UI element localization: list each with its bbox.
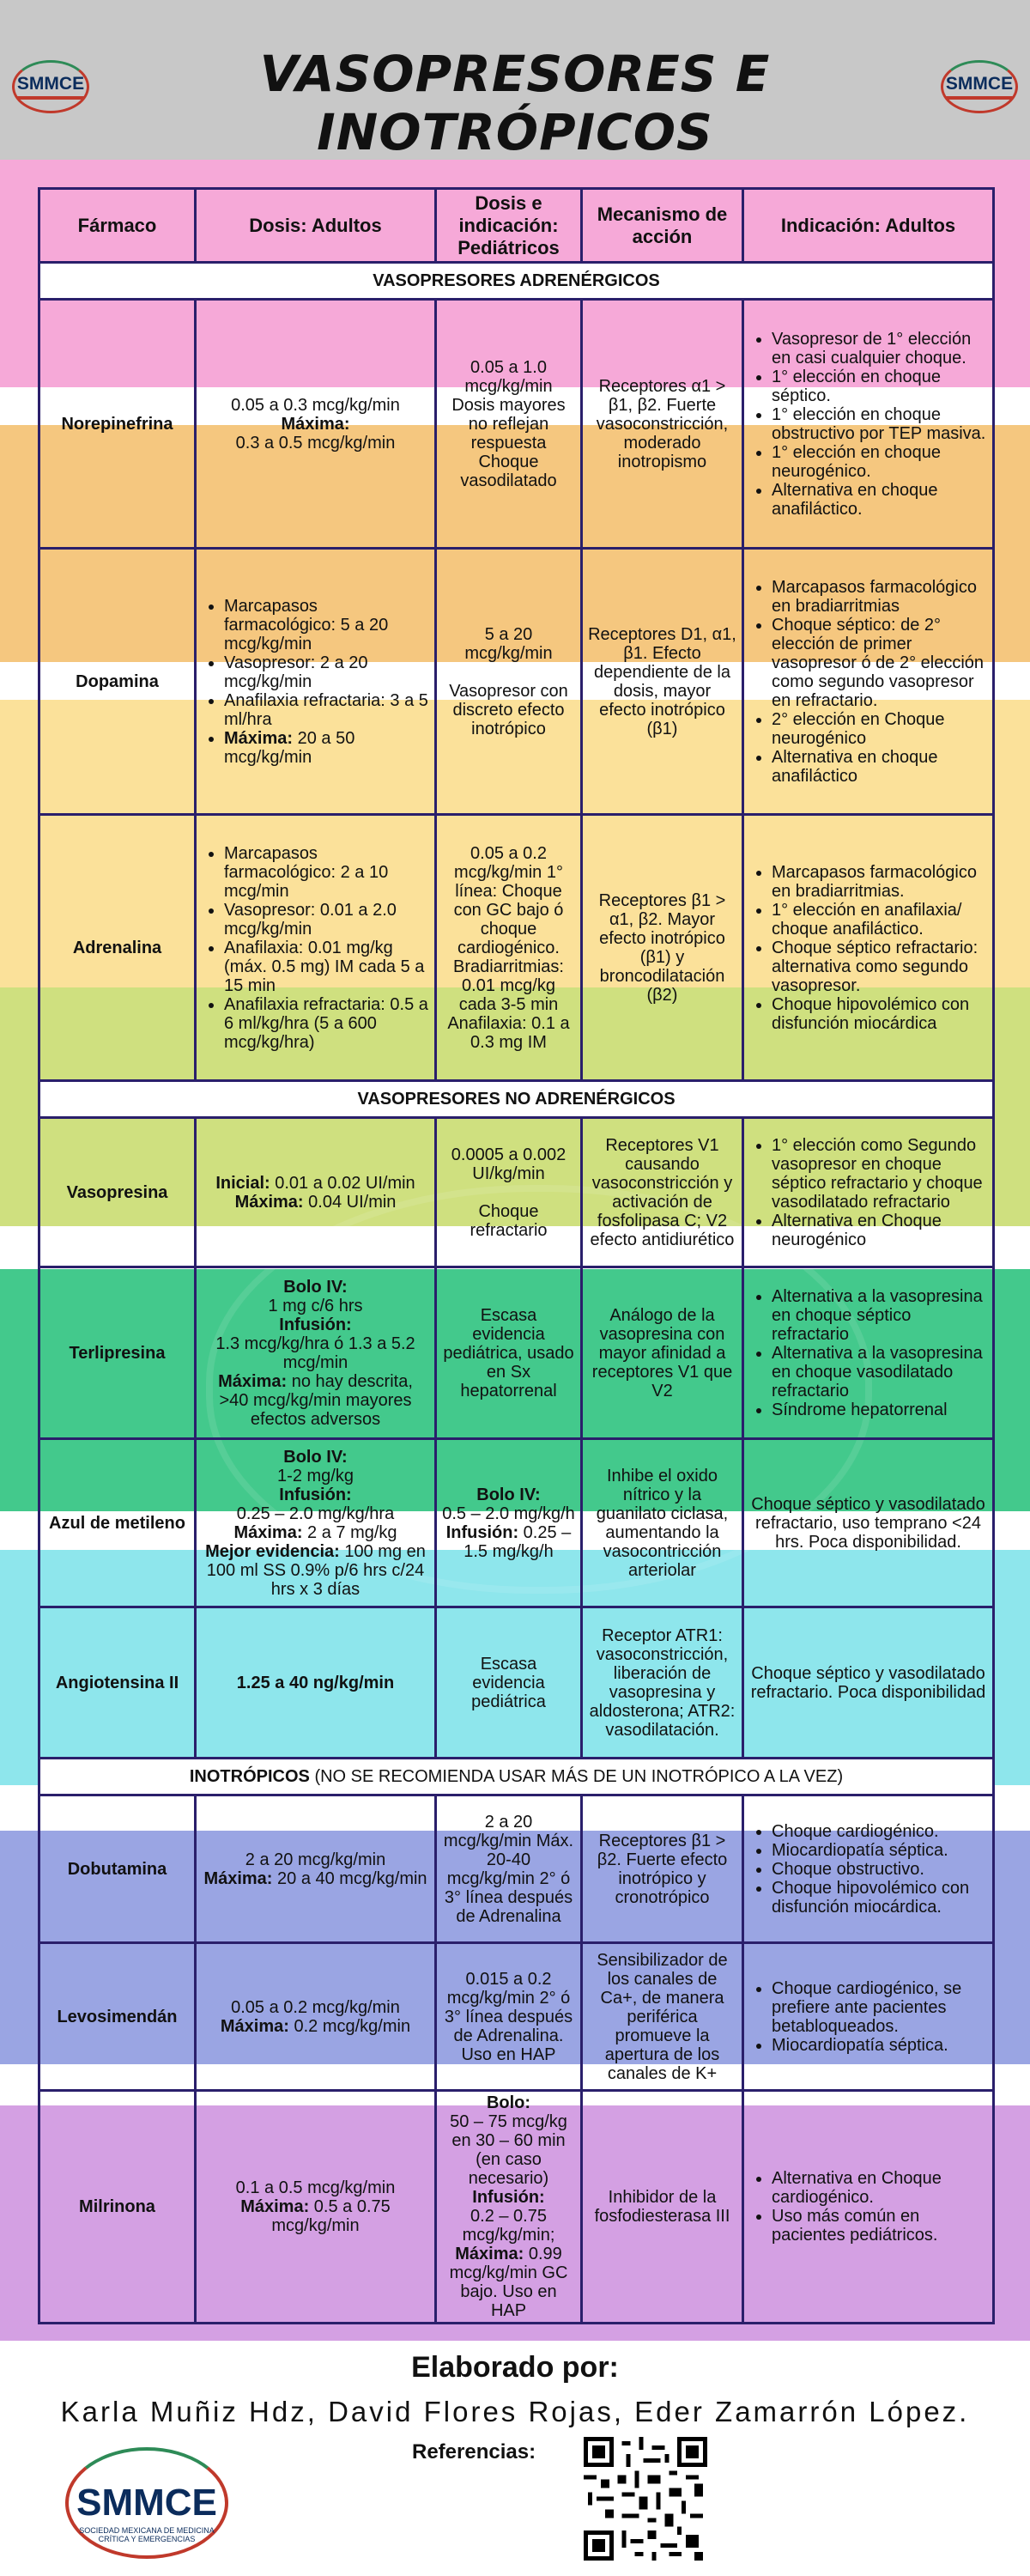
ped-dose: Bolo: 50 – 75 mcg/kg en 30 – 60 min (en caso necesario) Infusión: 0.2 – 0.75 mcg/kg/min; Máxima: 0.99 mcg/kg/min GC bajo. Uso en HAP [436,2091,582,2324]
list-item: • Alternativa en choque anafiláctico. [772,481,987,519]
mechanism: Inhibe el oxido nítrico y la guanilato ciclasa, aumentando la vasocontricción arteriolar [582,1439,743,1607]
list-item: • Choque hipovolémico con disfunción miocárdica. [772,1879,987,1917]
ped-dose: 0.0005 a 0.002 UI/kg/min Choque refractario [436,1118,582,1267]
ped-dose: 0.05 a 1.0 mcg/kg/min Dosis mayores no reflejan respuesta Choque vasodilatado [436,300,582,549]
table-row [39,1607,994,1759]
section-adrenergic: VASOPRESORES ADRENÉRGICOS [39,263,994,300]
ped-dose: 2 a 20 mcg/kg/min Máx. 20-40 mcg/kg/min 2° ó 3° línea después de Adrenalina [436,1795,582,1943]
table-row [39,1795,994,1943]
mechanism: Receptores β1 > β2. Fuerte efecto inotrópico y cronotrópico [582,1795,743,1943]
ped-dose: Bolo IV: 0.5 – 2.0 mg/kg/h Infusión: 0.25 – 1.5 mg/kg/h [436,1439,582,1607]
ped-dose: Escasa evidencia pediátrica, usado en Sx hepatorrenal [436,1267,582,1439]
mechanism: Receptores D1, α1, β1. Efecto dependiente de la dosis, mayor efecto inotrópico (β1) [582,549,743,815]
list-item: • Miocardiopatía séptica. [772,2036,987,2055]
indication: Choque séptico y vasodilatado refractario. Poca disponibilidad [743,1607,994,1759]
table-row [39,1267,994,1439]
indication [743,300,994,549]
list-item: • Vasopresor de 1° elección en casi cualquier choque. [772,330,987,368]
col-header-adult-dose: Dosis: Adultos [196,189,436,263]
smmce-logo: SMMCE [941,60,1018,113]
ped-dose: 0.015 a 0.2 mcg/kg/min 2° ó 3° línea después de Adrenalina. Uso en HAP [436,1943,582,2091]
authors: Karla Muñiz Hdz, David Flores Rojas, Eder Zamarrón López. [60,2396,970,2427]
section-row [39,1759,994,1795]
list-item: • 1° elección en choque obstructivo por TEP masiva. [772,405,987,443]
drug-name: Azul de metileno [39,1439,196,1607]
list-item: • 1° elección en choque séptico. [772,368,987,405]
list-item: • Choque hipovolémico con disfunción miocárdica [772,995,987,1033]
table-row [39,1118,994,1267]
adult-dose: 0.1 a 0.5 mcg/kg/min Máxima: 0.5 a 0.75 mcg/kg/min [196,2091,436,2324]
drug-name: Terlipresina [39,1267,196,1439]
table-row [39,549,994,815]
ped-dose: 0.05 a 0.2 mcg/kg/min 1° línea: Choque con GC bajo ó choque cardiogénico. Bradiarritmias: 0.01 mcg/kg cada 3-5 min Anafilaxia: 0.1 a 0.3 mg IM [436,815,582,1081]
list-item: • Anafilaxia refractaria: 0.5 a 6 ml/kg/hra (5 a 600 mcg/kg/hra) [224,995,429,1052]
referencias-label: Referencias: [412,2440,536,2464]
list-item: • Choque cardiogénico, se prefiere ante pacientes betabloqueados. [772,1979,987,2036]
drug-name: Angiotensina II [39,1607,196,1759]
list-item: • 1° elección en choque neurogénico. [772,443,987,481]
indication: Choque séptico y vasodilatado refractario, uso temprano <24 hrs. Poca disponibilidad. [743,1439,994,1607]
adult-dose: 1.25 a 40 ng/kg/min [196,1607,436,1759]
list-item: • Síndrome hepatorrenal [772,1400,987,1419]
mechanism: Inhibidor de la fosfodiesterasa III [582,2091,743,2324]
list-item: • Marcapasos farmacológico: 2 a 10 mcg/min [224,844,429,901]
table-row [39,300,994,549]
list-item: • Alternativa en Choque neurogénico [772,1212,987,1249]
mechanism: Análogo de la vasopresina con mayor afinidad a receptores V1 que V2 [582,1267,743,1439]
list-item: • Marcapasos farmacológico en bradiarritmias. [772,863,987,901]
indication [743,815,994,1081]
page-title: VASOPRESORES E INOTRÓPICOS [259,45,771,161]
qr-code-icon[interactable] [584,2437,707,2561]
indication [743,1118,994,1267]
adult-dose [196,549,436,815]
adult-dose: Inicial: 0.01 a 0.02 UI/min Máxima: 0.04 UI/min [196,1118,436,1267]
list-item: • Alternativa a la vasopresina en choque séptico refractario [772,1287,987,1344]
list-item: • Choque séptico refractario: alternativa como segundo vasopresor. [772,939,987,995]
drug-table [38,187,995,2324]
ped-dose: 5 a 20 mcg/kg/min Vasopresor con discreto efecto inotrópico [436,549,582,815]
smmce-logo: SMMCE SOCIEDAD MEXICANA DE MEDICINA CRÍTICA Y EMERGENCIAS [65,2447,228,2559]
table-row [39,2091,994,2324]
drug-name: Dobutamina [39,1795,196,1943]
indication [743,1267,994,1439]
list-item: • Miocardiopatía séptica. [772,1841,987,1860]
list-item: • Anafilaxia refractaria: 3 a 5 ml/hra [224,691,429,729]
mechanism: Receptores α1 > β1, β2. Fuerte vasoconstricción, moderado inotropismo [582,300,743,549]
list-item: • Uso más común en pacientes pediátricos. [772,2207,987,2245]
indication [743,1795,994,1943]
list-item: • Alternativa en Choque cardiogénico. [772,2169,987,2207]
table-row [39,1439,994,1607]
list-item: • Marcapasos farmacológico en bradiarritmias [772,578,987,616]
col-header-mechanism: Mecanismo de acción [582,189,743,263]
section-row [39,263,994,300]
list-item: • Anafilaxia: 0.01 mg/kg (máx. 0.5 mg) IM cada 5 a 15 min [224,939,429,995]
drug-name: Adrenalina [39,815,196,1081]
adult-dose: 2 a 20 mcg/kg/min Máxima: 20 a 40 mcg/kg/min [196,1795,436,1943]
mechanism: Receptores V1 causando vasoconstricción y activación de fosfolipasa C; V2 efecto antidiurético [582,1118,743,1267]
drug-name: Milrinona [39,2091,196,2324]
list-item: • Alternativa a la vasopresina en choque vasodilatado refractario [772,1344,987,1400]
list-item: • Alternativa en choque anafiláctico [772,748,987,786]
elaborado-heading: Elaborado por: [411,2351,619,2384]
indication [743,2091,994,2324]
section-non-adrenergic: VASOPRESORES NO ADRENÉRGICOS [39,1081,994,1118]
list-item: • Máxima: 20 a 50 mcg/kg/min [224,729,429,767]
adult-dose: 0.05 a 0.2 mcg/kg/min Máxima: 0.2 mcg/kg/min [196,1943,436,2091]
col-header-ped-dose: Dosis e indicación: Pediátricos [436,189,582,263]
list-item: • 1° elección en anafilaxia/ choque anafiláctico. [772,901,987,939]
mechanism: Receptores β1 > α1, β2. Mayor efecto inotrópico (β1) y broncodilatación (β2) [582,815,743,1081]
indication [743,1943,994,2091]
list-item: • Vasopresor: 0.01 a 2.0 mcg/kg/min [224,901,429,939]
list-item: • Choque obstructivo. [772,1860,987,1879]
mechanism: Receptor ATR1: vasoconstricción, liberación de vasopresina y aldosterona; ATR2: vasodilatación. [582,1607,743,1759]
drug-name: Levosimendán [39,1943,196,2091]
list-item: • 2° elección en Choque neurogénico [772,710,987,748]
list-item: • Choque séptico: de 2° elección de primer vasopresor ó de 2° elección como segundo vasopresor en refractario. [772,616,987,710]
section-row [39,1081,994,1118]
adult-dose: 0.05 a 0.3 mcg/kg/min Máxima: 0.3 a 0.5 mcg/kg/min [196,300,436,549]
list-item: • Vasopresor: 2 a 20 mcg/kg/min [224,653,429,691]
col-header-farmaco: Fármaco [39,189,196,263]
table-row [39,1943,994,2091]
section-inotropes: INOTRÓPICOS (NO SE RECOMIENDA USAR MÁS DE UN INOTRÓPICO A LA VEZ) [39,1759,994,1795]
list-item: • Choque cardiogénico. [772,1822,987,1841]
adult-dose: Bolo IV: 1 mg c/6 hrs Infusión: 1.3 mcg/kg/hra ó 1.3 a 5.2 mcg/min Máxima: no hay descrita, >40 mcg/kg/min mayores efectos adversos [196,1267,436,1439]
drug-name: Vasopresina [39,1118,196,1267]
col-header-indication: Indicación: Adultos [743,189,994,263]
list-item: • 1° elección como Segundo vasopresor en choque séptico refractario y choque vasodilatado refractario [772,1136,987,1212]
ped-dose: Escasa evidencia pediátrica [436,1607,582,1759]
table-row [39,815,994,1081]
list-item: • Marcapasos farmacológico: 5 a 20 mcg/kg/min [224,597,429,653]
mechanism: Sensibilizador de los canales de Ca+, de manera periférica promueve la apertura de los canales de K+ [582,1943,743,2091]
smmce-logo: SMMCE [12,60,89,113]
adult-dose: Bolo IV: 1-2 mg/kg Infusión: 0.25 – 2.0 mg/kg/hra Máxima: 2 a 7 mg/kg Mejor evidencia: 100 mg en 100 ml SS 0.9% p/6 hrs c/24 hrs x 3 días [196,1439,436,1607]
indication [743,549,994,815]
header [0,0,1030,160]
drug-name: Dopamina [39,549,196,815]
adult-dose [196,815,436,1081]
table-header-row [39,189,994,263]
drug-name: Norepinefrina [39,300,196,549]
